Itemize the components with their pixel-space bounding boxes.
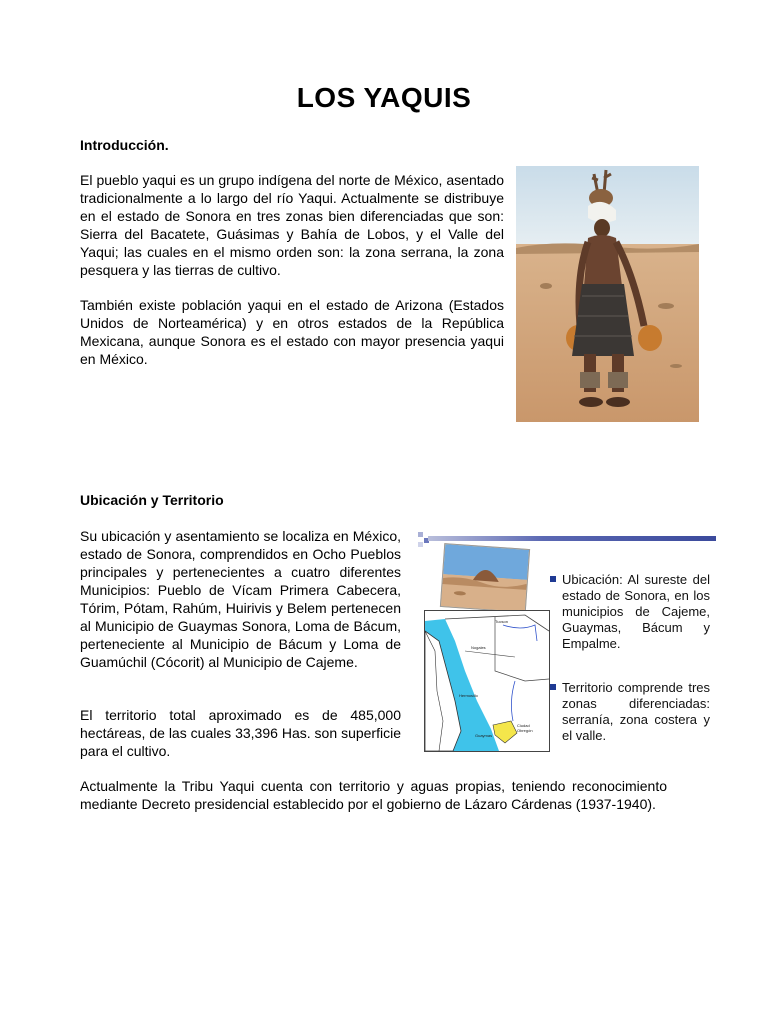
ubicacion-paragraph-1: Su ubicación y asentamiento se localiza en México, estado de Sonora, comprendidos en Ocho Pueblos principales y pertenecientes a cuatro diferentes Municipios: Pueblo de Vícam Primera Cabecera, Tórim, Pótam, Rahúm, Huirivis y Belem pertenecen al Municipio de Guaymas Sonora, Loma de Bácum, perteneciente al Municipio de Bácum y Loma de Guamúchil (Cócorit) al Municipio de Cajeme. [80,528,401,670]
bullet-square-icon [550,684,556,690]
svg-text:Ciudad: Ciudad [517,723,530,728]
slide-header-bar [428,536,716,541]
slide-bullet-ubicacion [550,572,710,652]
deer-dancer-photo [516,166,699,422]
intro-paragraph-1: El pueblo yaqui es un grupo indígena del norte de México, asentado tradicionalmente a lo largo del río Yaqui. Actualmente se distribuye en el estado de Sonora en tres zonas bien diferenciadas que son: Sierra del Bacatete, Guásimas y Bahía de Lobos, y el Valle del Yaqui; las cuales en el mismo orden son: la zona serrana, la zona pesquera y las tierras de cultivo. [80,172,504,278]
ubicacion-paragraph-2: El territorio total aproximado es de 485,000 hectáreas, de las cuales 33,396 Has. son superficie para el cultivo. [80,707,401,759]
svg-text:Hermosillo: Hermosillo [459,693,478,698]
ubicacion-heading: Ubicación y Territorio [80,492,224,508]
slide-decoration [418,542,423,547]
intro-paragraph-2: También existe población yaqui en el estado de Arizona (Estados Unidos de Norteamérica) y en otros estados de la República Mexicana, aunque Sonora es el estado con mayor presencia yaqui en México. [80,297,504,367]
landscape-photo [440,543,530,613]
ubicacion-paragraph-3: Actualmente la Tribu Yaqui cuenta con territorio y aguas propias, teniendo reconocimiento mediante Decreto presidencial establecido por el gobierno de Lázaro Cárdenas (1937-1940). [80,778,667,812]
svg-text:Nogales: Nogales [471,645,486,650]
sonora-location-slide [414,528,716,758]
slide-bullet-text: Ubicación: Al sureste del estado de Sonora, en los municipios de Cajeme, Guaymas, Bácum y Empalme. [562,572,710,651]
intro-heading: Introducción. [80,137,169,153]
slide-bullet-territorio [550,680,710,744]
bullet-square-icon [550,576,556,582]
slide-decoration [418,532,423,537]
svg-text:Guaymas: Guaymas [475,733,493,738]
slide-bullet-text: Territorio comprende tres zonas diferenciadas: serranía, zona costera y el valle. [562,680,710,743]
svg-text:Obregón: Obregón [517,728,533,733]
document-title: LOS YAQUIS [296,82,472,113]
svg-text:Tucson: Tucson [495,619,508,624]
sonora-map [424,610,550,752]
